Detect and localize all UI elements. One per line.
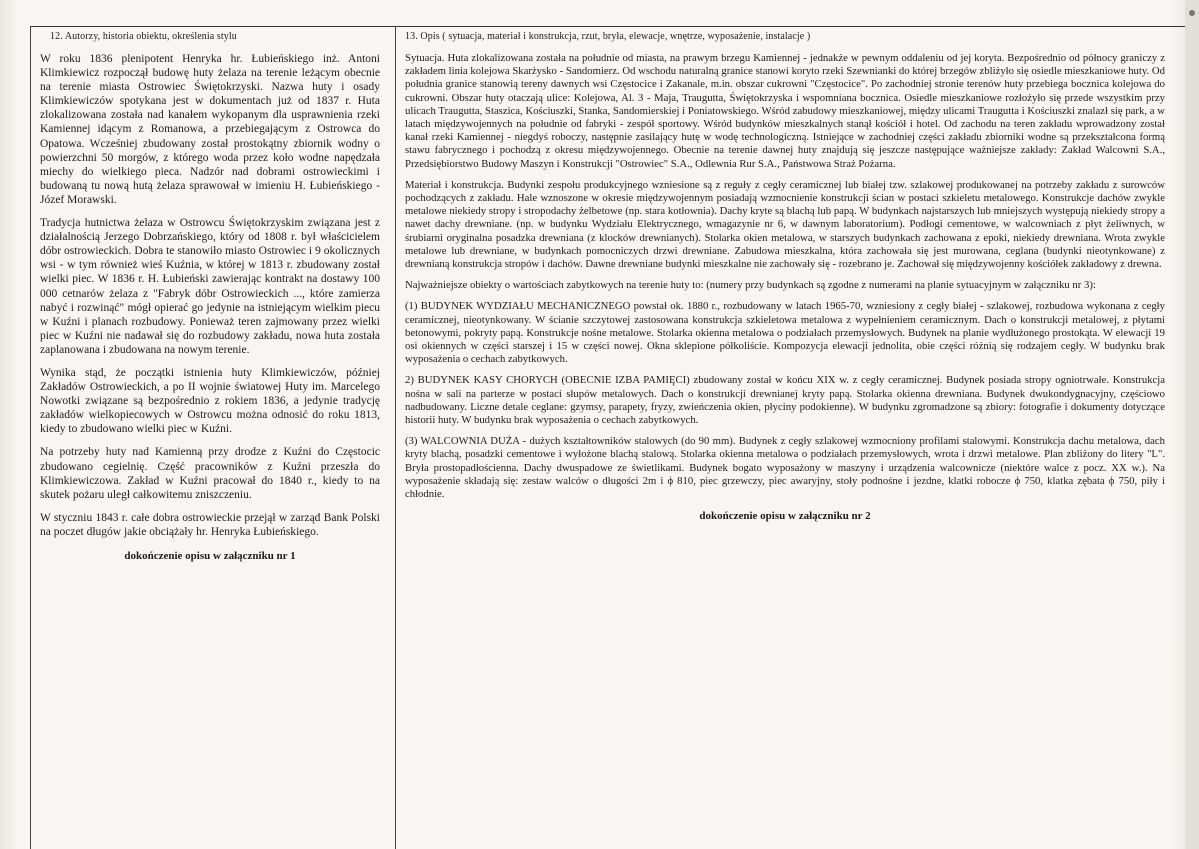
left-paragraph-5: W styczniu 1843 r. całe dobra ostrowieckie przejął w zarząd Bank Polski na poczet długów jakie obciążały hr. Henryka Łubieńskiego. [40,511,380,538]
right-paragraph-material: Materiał i konstrukcja. Budynki zespołu produkcyjnego wzniesione są z reguły z cegły ceramicznej lub białej tzw. szlakowej produkowanej na potrzeby zakładu z surowców pochodzących z zakładu. Hale wznoszone w okresie międzywojennym posiadają wzmocnienie konstrukcji ścian w postaci szkieletu metalowego. Konstrukcje dachów zwykle metalowe niekiedy stropy i stropodachy żelbetowe (np. stara kotłownia). Dachy kryte są blachą lub papą. W budynkach najstarszych lub mniejszych występują niekiedy stropy a nawet dachy drewniane. (np. w budynku Wydziału Elektrycznego, wmagazynie nr 6, w dawnym laboratorium). Podłogi cementowe, w walcowniach z płyt żeliwnych, w śrubiarni oryginalna posadzka drewniana (z klocków drewnianych). Stolarka okien metalowa, w starszych budynkach zachowana z epoki, niekiedy drewniana. Wrota zwykle metalowe lub drewniane, w budynkach pomocniczych drzwi drewniane. Zabudowa mieszkalna, która zachowała się jest murowana, ceglana (budynki nieotynkowane) z drewnianą konstrukcja stropów i dachów. Dawne drewniane budynki mieszkalne nie zachowały się - rozebrano je. Zachował się międzywojenny kościółek zakładowy z drewna. [405,178,1165,271]
right-column [405,30,1165,523]
left-paragraph-1: W roku 1836 plenipotent Henryka hr. Łubieńskiego inż. Antoni Klimkiewicz rozpoczął budowę huty żelaza na terenie leżącym obecnie na terenie miasta Ostrowiec Świętokrzyski. Nazwa huty i osady Klimkiewiczów spotykana jest w dokumentach już od 1837 r. Huta zlokalizowana została nad kanałem wykopanym dla usprawnienia rzeki Kamiennej idącym z Romanowa, a przebiegającym z Ostrowca do Opatowa. Wcześniej zbudowany został prostokątny zbiornik wodny o powierzchni 50 morgów, z którego woda przez koło wodne napędzała miechy do wielkiego pieca. Nadzór nad dobrami ostrowieckimi i budowaną tu nową hutą żelaza sprawował w imieniu H. Łubieńskiego - Józef Morawski. [40,53,380,206]
section-12-heading: 12. Autorzy, historia obiektu, określenia stylu [50,31,237,42]
section-13-heading: 13. Opis ( sytuacja, materiał i konstrukcja, rzut, bryła, elewacje, wnętrze, wyposażenie, instalacje ) [405,31,811,42]
right-paragraph-building-2: 2) BUDYNEK KASY CHORYCH (OBECNIE IZBA PAMIĘCI) zbudowany został w końcu XIX w. z cegły ceramicznej. Budynek posiada stropy ogniotrwałe. Konstrukcja nośna w sali na parterze w postaci słupów metalowych. Dach o konstrukcji drewnianej kryty papą. Stolarka okienna drewniana. Budynek dwukondygnacyjny, częściowo nadbudowany. Liczne detale ceglane: gzymsy, parapety, fryzy, zwieńczenia okien, płyciny podokienne). W budynku zgromadzone są zbiory: fotografie i dokumenty dotyczące historii huty. W budynku brak wyposażenia o cechach zabytkowych. [405,374,1165,427]
right-paragraph-situation: Sytuacja. Huta zlokalizowana została na południe od miasta, na prawym brzegu Kamiennej - jednakże w pewnym oddaleniu od jej koryta. Bezpośrednio od północy graniczy z zakładem linia kolejowa Skarżysko - Sandomierz. Od wschodu naturalną granice stanowi koryto rzeki Szewnianki do której brzegów zbliżyło się osiedle mieszkaniowe huty. Od południa granice stanowią tereny dawnych wsi Częstocice i Zakanale, m.in. obszar cukrowni "Częstocice". Po zachodniej stronie terenów huty przebiega bocznica kolejowa do cukrowni. Obszar huty otaczają ulice: Kolejowa, Al. 3 - Maja, Traugutta, Świętokrzyska i wspomniana bocznica. Osiedle mieszkaniowe rozłożyło się przede wszystkim przy ulicach Traugutta, Staszica, Kościuszki, Stanka, Sandomierskiej i Poniatowskiego. Wśród zabudowy mieszkaniowej, między ulicami Traugutta i Kościuszki znalazł się park, a w latach międzywojennych na południe od fabryki - zespół sportowy. Wśród budynków mieszkalnych stanął kościół i hotel. Od zachodu na teren zakładu wprowadzony został kanał rzeki Kamiennej - niegdyś roboczy, następnie zasilający hutę w wodę technologiczną. Istniejące w zachodniej części zakładu zbiorniki wodne są przekształcona formą stawu fabrycznego i pochodzą z okresu międzywojennego. Obecnie na terenie dawnej huty znajdują się jeszcze następujące ważniejsze zakłady: Zakład Walcowni S.A., Przedsiębiorstwo Budowy Maszyn i Konstrukcji "Ostrowiec" S.A., Odlewnia Rur S.A., Państwowa Straż Pożarna. [405,52,1165,170]
top-rule [30,26,1190,27]
punch-mark [1189,10,1195,16]
left-rule [30,26,31,849]
right-paragraph-building-1: (1) BUDYNEK WYDZIAŁU MECHANICZNEGO powstał ok. 1880 r., rozbudowany w latach 1965-70, wzniesiony z cegły białej - szlakowej, rozbudowa wykonana z cegły ceramicznej, nieotynkowany. W ścianie szczytowej zastosowana konstrukcja szkieletowa metalowa z wypełnieniem ceramicznym. Dach o konstrukcji metalowej, z płytami betonowymi, pokryty papą. Konstrukcje nośne metalowe. Stolarka okienna metalowa o podziałach przemysłowych. Budynek na planie wydłużonego prostokąta. W elewacji 19 osi okiennych w części starszej i 15 w części nowej. Okna sklepione półkoliście. Kompozycja elewacji jednolita, obie części różnią się rodzajem cegły. W budynku brak wyposażenia o cechach zabytkowych. [405,300,1165,366]
left-continuation-note: dokończenie opisu w załączniku nr 1 [124,550,296,562]
page-edge [1185,0,1199,849]
right-paragraph-building-3: (3) WALCOWNIA DUŻA - dużych kształtowników stalowych (do 90 mm). Budynek z cegły szlakowej wzmocniony profilami stalowymi. Konstrukcja dachu metalowa, dach kryty blachą, posadzki cementowe i wyłożone blachą stalową. Stolarka okienna metalowa o podziałach przemysłowych, wrota i drzwi metalowe. Plan zbliżony do litery "L". Bryła prostopadłościenna. Dachy dwuspadowe ze świetlikami. Budynek bogato wyposażony w maszyny i urządzenia walcownicze (niektóre walce z pocz. XX w.). Na wyposażenie składają się: zestaw walców o długości 2m i ϕ 810, piec grzewczy, piec awaryjny, stoły podnośne i jezdne, klatki robocze ϕ 750, klatka zębata ϕ 750, piły i chłodnie. [405,435,1165,501]
right-continuation-note: dokończenie opisu w załączniku nr 2 [699,510,871,523]
left-paragraph-2: Tradycja hutnictwa żelaza w Ostrowcu Świętokrzyskim związana jest z działalnością Jerzego Dobrzańskiego, który od 1808 r. był właścicielem dóbr ostrowieckich. Dobra te stanowiło miasto Ostrowiec i 9 okolicznych wsi - w tym również wieś Kuźnia, w której w 1813 r. zbudowany został wielki piec. W 1836 r. H. Łubieński zawierając kontrakt na dostawy 100 000 cetnarów żelaza z "Fabryk dóbr Ostrowieckich ..., które zamierza nabyć i rozwinąć" mógł opierać go jedynie na istniejącym wielkim piecu w Kuźni i planach rozbudowy. Ponieważ teren zajmowany przez wielki piec w Kuźni nie nadawał się do rozbudowy zakładu, nowa huta została zaplanowana i zbudowana na nowym terenie. [40,217,380,356]
column-divider [395,26,396,849]
left-paragraph-3: Wynika stąd, że początki istnienia huty Klimkiewiczów, później Zakładów Ostrowieckich, a po II wojnie światowej Huty im. Marcelego Nowotki związane są bezpośrednio z rokiem 1836, a jedynie tradycję zakładów wielkopiecowych w Ostrowcu można odnosić do roku 1813, kiedy to zbudowano wielki piec w Kuźni. [40,366,380,436]
left-paragraph-4: Na potrzeby huty nad Kamienną przy drodze z Kuźni do Częstocic zbudowano cegielnię. Część pracowników z Kuźni przeszła do Klimkiewiczowa. Zakład w Kuźni pracował do 1840 r., kiedy to na skutek pożaru uległ całkowitemu zniszczeniu. [40,446,380,501]
right-paragraph-objects-intro: Najważniejsze obiekty o wartościach zabytkowych na terenie huty to: (numery przy budynkach są zgodne z numerami na planie sytuacyjnym w załączniku nr 3): [405,279,1096,292]
left-column [40,30,380,563]
